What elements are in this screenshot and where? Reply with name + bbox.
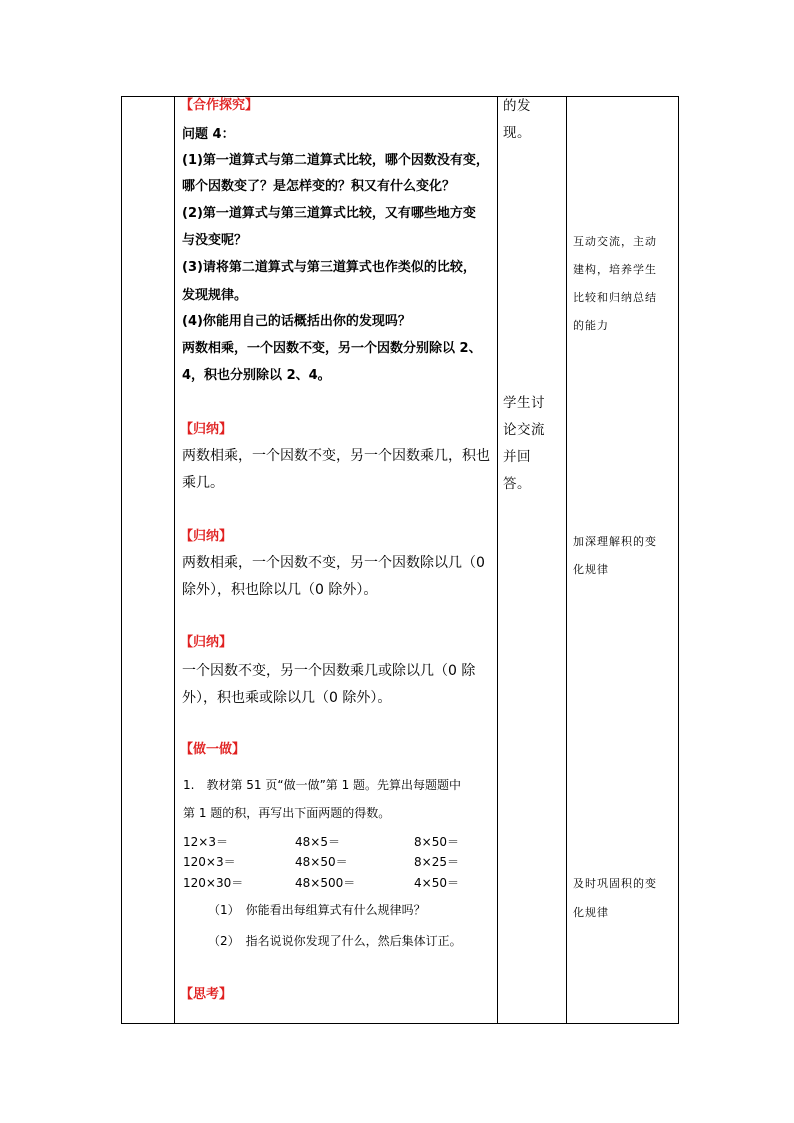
question-label: 问题 4： bbox=[182, 127, 235, 142]
practice-subquestion: （2） 指名说说你发现了什么，然后集体订正。 bbox=[208, 934, 462, 948]
practice-text: 1. 教材第 51 页“做一做”第 1 题。先算出每题题中 bbox=[183, 778, 462, 792]
student-activity-text: 的发 bbox=[503, 98, 531, 114]
section-heading-practice: 【做一做】 bbox=[180, 742, 246, 757]
question-text: (2)第一道算式与第三道算式比较，又有哪些地方变 bbox=[182, 206, 476, 221]
student-activity-text: 现。 bbox=[503, 125, 531, 141]
question-text: 与没变呢？ bbox=[182, 233, 248, 248]
summary-text: 一个因数不变，另一个因数乘几或除以几（0 除 bbox=[182, 663, 476, 679]
design-note-text: 化规律 bbox=[573, 906, 609, 919]
math-expression: 4×50＝ bbox=[414, 876, 459, 890]
question-text: (1)第一道算式与第二道算式比较，哪个因数没有变， bbox=[182, 153, 489, 168]
summary-text: 外），积也乘或除以几（0 除外）。 bbox=[182, 690, 392, 706]
summary-text: 乘几。 bbox=[182, 475, 224, 491]
math-expression: 48×500＝ bbox=[295, 876, 356, 890]
design-note-text: 互动交流，主动 bbox=[573, 235, 657, 248]
design-note-text: 比较和归纳总结 bbox=[573, 291, 657, 304]
section-heading-summary: 【归纳】 bbox=[180, 635, 233, 650]
design-note-text: 加深理解积的变 bbox=[573, 535, 657, 548]
design-note-text: 化规律 bbox=[573, 563, 609, 576]
summary-text: 两数相乘，一个因数不变，另一个因数除以几（0 bbox=[182, 555, 485, 571]
table-column-divider bbox=[174, 96, 175, 1024]
conclusion-text: 4，积也分别除以 2、4。 bbox=[182, 368, 331, 383]
student-activity-text: 论交流 bbox=[503, 422, 545, 438]
math-expression: 48×5＝ bbox=[295, 835, 340, 849]
section-heading-think: 【思考】 bbox=[180, 987, 233, 1002]
conclusion-text: 两数相乘，一个因数不变，另一个因数分别除以 2、 bbox=[182, 341, 482, 356]
math-expression: 8×25＝ bbox=[414, 855, 459, 869]
math-expression: 120×30＝ bbox=[183, 876, 244, 890]
table-column-divider bbox=[497, 96, 498, 1024]
summary-text: 两数相乘，一个因数不变，另一个因数乘几，积也 bbox=[182, 448, 490, 464]
summary-text: 除外），积也除以几（0 除外）。 bbox=[182, 582, 378, 598]
section-heading-summary: 【归纳】 bbox=[180, 422, 233, 437]
table-column-divider bbox=[566, 96, 567, 1024]
question-text: 发现规律。 bbox=[182, 288, 248, 303]
math-expression: 8×50＝ bbox=[414, 835, 459, 849]
math-expression: 12×3＝ bbox=[183, 835, 228, 849]
design-note-text: 及时巩固积的变 bbox=[573, 877, 657, 890]
math-expression: 48×50＝ bbox=[295, 855, 348, 869]
practice-subquestion: （1） 你能看出每组算式有什么规律吗？ bbox=[208, 903, 426, 917]
student-activity-text: 学生讨 bbox=[503, 395, 545, 411]
section-heading-summary: 【归纳】 bbox=[180, 529, 233, 544]
design-note-text: 的能力 bbox=[573, 319, 609, 332]
math-expression: 120×3＝ bbox=[183, 855, 236, 869]
student-activity-text: 答。 bbox=[503, 476, 531, 492]
student-activity-text: 并回 bbox=[503, 449, 531, 465]
practice-text: 第 1 题的积，再写出下面两题的得数。 bbox=[183, 806, 391, 820]
question-text: 哪个因数变了？是怎样变的？积又有什么变化？ bbox=[182, 179, 456, 194]
question-text: (3)请将第二道算式与第三道算式也作类似的比较， bbox=[182, 260, 476, 275]
question-text: (4)你能用自己的话概括出你的发现吗？ bbox=[182, 314, 411, 329]
section-heading-cooperate: 【合作探究】 bbox=[180, 98, 259, 113]
design-note-text: 建构，培养学生 bbox=[573, 263, 657, 276]
